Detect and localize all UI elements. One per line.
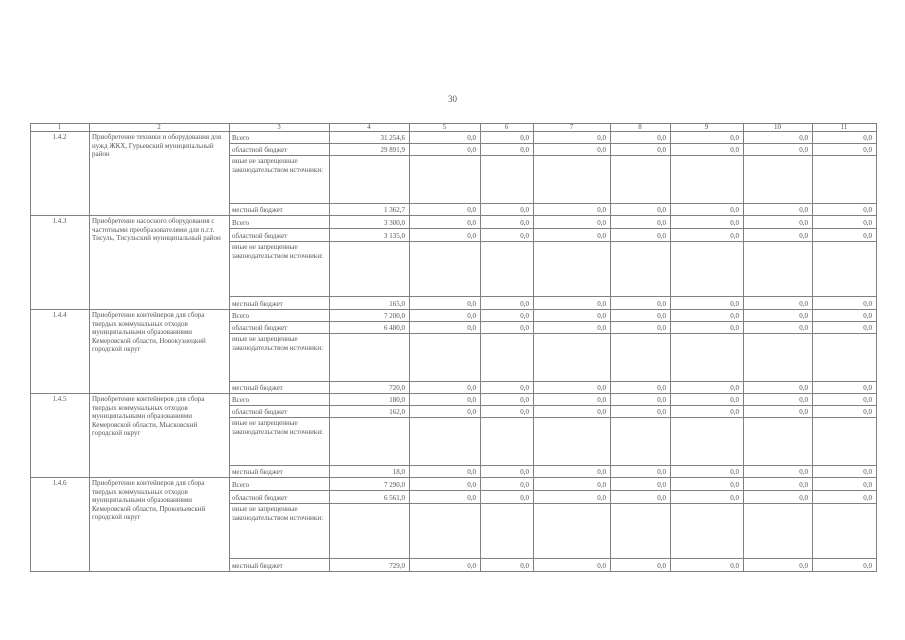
value-cell: 1 362,7 bbox=[384, 206, 405, 214]
value-cell: 0,0 bbox=[863, 562, 872, 570]
sub-row-rule bbox=[229, 203, 877, 204]
value-cell: 0,0 bbox=[467, 324, 476, 332]
value-cell: 0,0 bbox=[467, 481, 476, 489]
column-header: 1 bbox=[57, 123, 62, 131]
value-cell: 0,0 bbox=[799, 408, 808, 416]
value-cell: 0,0 bbox=[730, 312, 739, 320]
value-cell: 0,0 bbox=[863, 481, 872, 489]
value-cell: 0,0 bbox=[597, 300, 606, 308]
column-header: 9 bbox=[704, 123, 709, 131]
row-description: Приобретение техники и оборудования для нужд ЖКХ, Гурьевский муниципальный район bbox=[92, 133, 222, 159]
column-header: 5 bbox=[442, 123, 447, 131]
column-rule bbox=[30, 123, 31, 571]
sub-row-rule bbox=[229, 321, 877, 322]
value-cell: 0,0 bbox=[799, 384, 808, 392]
row-code: 1.4.2 bbox=[52, 133, 67, 141]
value-cell: 162,0 bbox=[389, 408, 405, 416]
value-cell: 0,0 bbox=[730, 481, 739, 489]
funding-source-label: иные не запрещенные законодательством источники: bbox=[232, 335, 324, 352]
value-cell: 0,0 bbox=[657, 312, 666, 320]
value-cell: 7 200,0 bbox=[384, 312, 405, 320]
value-cell: 0,0 bbox=[730, 219, 739, 227]
value-cell: 0,0 bbox=[467, 384, 476, 392]
value-cell: 0,0 bbox=[597, 206, 606, 214]
value-cell: 0,0 bbox=[467, 206, 476, 214]
value-cell: 29 891,9 bbox=[380, 146, 405, 154]
value-cell: 0,0 bbox=[657, 384, 666, 392]
value-cell: 0,0 bbox=[597, 324, 606, 332]
value-cell: 0,0 bbox=[799, 494, 808, 502]
value-cell: 0,0 bbox=[520, 396, 529, 404]
value-cell: 0,0 bbox=[467, 396, 476, 404]
value-cell: 0,0 bbox=[657, 219, 666, 227]
value-cell: 31 254,6 bbox=[380, 134, 405, 142]
value-cell: 0,0 bbox=[467, 146, 476, 154]
funding-source-label: иные не запрещенные законодательством источники: bbox=[232, 419, 324, 436]
value-cell: 0,0 bbox=[863, 206, 872, 214]
value-cell: 0,0 bbox=[863, 134, 872, 142]
sub-row-rule bbox=[229, 155, 877, 156]
value-cell: 0,0 bbox=[520, 232, 529, 240]
funding-source-label: Всего bbox=[232, 134, 250, 142]
value-cell: 0,0 bbox=[597, 134, 606, 142]
row-description: Приобретение контейнеров для сбора твердых коммунальных отходов муниципальными образованиями Кемеровской области, Прокопьевский городской округ bbox=[92, 479, 206, 522]
value-cell: 18,0 bbox=[392, 468, 405, 476]
value-cell: 0,0 bbox=[730, 562, 739, 570]
funding-source-label: областной бюджет bbox=[232, 232, 288, 240]
funding-source-label: иные не запрещенные законодательством источники: bbox=[232, 157, 324, 174]
sub-row-rule bbox=[229, 381, 877, 382]
value-cell: 0,0 bbox=[730, 206, 739, 214]
value-cell: 0,0 bbox=[863, 408, 872, 416]
group-rule bbox=[30, 215, 877, 216]
value-cell: 0,0 bbox=[799, 146, 808, 154]
row-code: 1.4.5 bbox=[52, 395, 67, 403]
group-rule bbox=[30, 393, 877, 394]
value-cell: 0,0 bbox=[520, 494, 529, 502]
value-cell: 0,0 bbox=[467, 468, 476, 476]
sub-row-rule bbox=[229, 405, 877, 406]
value-cell: 0,0 bbox=[863, 219, 872, 227]
value-cell: 0,0 bbox=[520, 468, 529, 476]
value-cell: 0,0 bbox=[657, 396, 666, 404]
value-cell: 0,0 bbox=[863, 146, 872, 154]
value-cell: 0,0 bbox=[657, 146, 666, 154]
value-cell: 0,0 bbox=[730, 494, 739, 502]
column-rule bbox=[89, 123, 90, 571]
funding-source-label: областной бюджет bbox=[232, 146, 288, 154]
value-cell: 0,0 bbox=[730, 396, 739, 404]
column-header: 7 bbox=[569, 123, 574, 131]
value-cell: 0,0 bbox=[597, 481, 606, 489]
column-header: 10 bbox=[774, 123, 781, 131]
value-cell: 0,0 bbox=[520, 206, 529, 214]
funding-source-label: Всего bbox=[232, 219, 250, 227]
funding-source-label: областной бюджет bbox=[232, 324, 288, 332]
value-cell: 0,0 bbox=[657, 324, 666, 332]
value-cell: 0,0 bbox=[597, 384, 606, 392]
column-header: 3 bbox=[277, 123, 281, 131]
value-cell: 0,0 bbox=[730, 232, 739, 240]
group-rule bbox=[30, 571, 877, 572]
value-cell: 0,0 bbox=[799, 468, 808, 476]
value-cell: 0,0 bbox=[730, 468, 739, 476]
value-cell: 6 480,0 bbox=[384, 324, 405, 332]
value-cell: 0,0 bbox=[863, 324, 872, 332]
value-cell: 180,0 bbox=[389, 396, 405, 404]
value-cell: 7 290,0 bbox=[384, 481, 405, 489]
value-cell: 0,0 bbox=[597, 146, 606, 154]
value-cell: 0,0 bbox=[467, 494, 476, 502]
value-cell: 0,0 bbox=[799, 562, 808, 570]
value-cell: 729,0 bbox=[389, 562, 405, 570]
row-description: Приобретение контейнеров для сбора твердых коммунальных отходов муниципальными образованиями Кемеровской области, Мысковский городской округ bbox=[92, 395, 205, 438]
value-cell: 0,0 bbox=[863, 232, 872, 240]
value-cell: 0,0 bbox=[467, 300, 476, 308]
value-cell: 0,0 bbox=[730, 324, 739, 332]
value-cell: 3 135,0 bbox=[384, 232, 405, 240]
value-cell: 0,0 bbox=[799, 134, 808, 142]
value-cell: 0,0 bbox=[597, 219, 606, 227]
row-description: Приобретение насосного оборудования с частотными преобразователями для п.г.т. Тисуль, Тисульский муниципальный район bbox=[92, 217, 221, 243]
funding-source-label: Всего bbox=[232, 481, 250, 489]
value-cell: 0,0 bbox=[467, 134, 476, 142]
value-cell: 0,0 bbox=[799, 300, 808, 308]
value-cell: 0,0 bbox=[467, 219, 476, 227]
row-description: Приобретение контейнеров для сбора твердых коммунальных отходов муниципальными образованиями Кемеровской области, Новокузнецкий городской округ bbox=[92, 311, 206, 354]
value-cell: 165,0 bbox=[389, 300, 405, 308]
funding-source-label: Всего bbox=[232, 396, 250, 404]
row-code: 1.4.6 bbox=[52, 479, 67, 487]
value-cell: 0,0 bbox=[520, 134, 529, 142]
sub-row-rule bbox=[229, 333, 877, 334]
value-cell: 0,0 bbox=[597, 468, 606, 476]
funding-source-label: иные не запрещенные законодательством источники: bbox=[232, 505, 324, 522]
value-cell: 0,0 bbox=[863, 300, 872, 308]
value-cell: 0,0 bbox=[730, 300, 739, 308]
value-cell: 0,0 bbox=[597, 312, 606, 320]
value-cell: 0,0 bbox=[520, 408, 529, 416]
column-header: 4 bbox=[367, 123, 371, 131]
value-cell: 0,0 bbox=[799, 324, 808, 332]
sub-row-rule bbox=[229, 228, 877, 229]
value-cell: 0,0 bbox=[657, 468, 666, 476]
value-cell: 0,0 bbox=[597, 232, 606, 240]
column-header: 6 bbox=[504, 123, 509, 131]
value-cell: 0,0 bbox=[863, 312, 872, 320]
value-cell: 0,0 bbox=[657, 134, 666, 142]
column-header: 11 bbox=[840, 123, 848, 131]
value-cell: 0,0 bbox=[520, 481, 529, 489]
value-cell: 0,0 bbox=[863, 494, 872, 502]
value-cell: 0,0 bbox=[467, 408, 476, 416]
value-cell: 0,0 bbox=[657, 232, 666, 240]
value-cell: 0,0 bbox=[520, 219, 529, 227]
value-cell: 0,0 bbox=[657, 481, 666, 489]
column-header: 8 bbox=[638, 123, 642, 131]
column-header: 2 bbox=[157, 123, 161, 131]
group-rule bbox=[30, 477, 877, 478]
program-table bbox=[30, 123, 876, 570]
value-cell: 0,0 bbox=[520, 146, 529, 154]
sub-row-rule bbox=[229, 465, 877, 466]
value-cell: 0,0 bbox=[730, 384, 739, 392]
sub-row-rule bbox=[229, 143, 877, 144]
value-cell: 0,0 bbox=[467, 562, 476, 570]
page-number: 30 bbox=[448, 94, 457, 104]
value-cell: 0,0 bbox=[799, 481, 808, 489]
value-cell: 0,0 bbox=[799, 206, 808, 214]
value-cell: 6 561,0 bbox=[384, 494, 405, 502]
funding-source-label: местный бюджет bbox=[232, 206, 283, 214]
group-rule bbox=[30, 309, 877, 310]
value-cell: 0,0 bbox=[657, 494, 666, 502]
sub-row-rule bbox=[229, 503, 877, 504]
value-cell: 0,0 bbox=[863, 468, 872, 476]
sub-row-rule bbox=[229, 490, 877, 491]
value-cell: 720,0 bbox=[389, 384, 405, 392]
row-code: 1.4.4 bbox=[52, 311, 67, 319]
value-cell: 3 300,0 bbox=[384, 219, 405, 227]
value-cell: 0,0 bbox=[657, 408, 666, 416]
sub-row-rule bbox=[229, 417, 877, 418]
value-cell: 0,0 bbox=[520, 562, 529, 570]
value-cell: 0,0 bbox=[467, 232, 476, 240]
value-cell: 0,0 bbox=[520, 324, 529, 332]
sub-row-rule bbox=[229, 241, 877, 242]
value-cell: 0,0 bbox=[799, 396, 808, 404]
funding-source-label: местный бюджет bbox=[232, 562, 283, 570]
funding-source-label: иные не запрещенные законодательством источники: bbox=[232, 243, 324, 260]
value-cell: 0,0 bbox=[520, 384, 529, 392]
value-cell: 0,0 bbox=[730, 408, 739, 416]
funding-source-label: Всего bbox=[232, 312, 250, 320]
funding-source-label: местный бюджет bbox=[232, 300, 283, 308]
value-cell: 0,0 bbox=[657, 206, 666, 214]
value-cell: 0,0 bbox=[863, 384, 872, 392]
value-cell: 0,0 bbox=[799, 312, 808, 320]
value-cell: 0,0 bbox=[863, 396, 872, 404]
value-cell: 0,0 bbox=[597, 562, 606, 570]
funding-source-label: областной бюджет bbox=[232, 408, 288, 416]
value-cell: 0,0 bbox=[799, 232, 808, 240]
value-cell: 0,0 bbox=[520, 300, 529, 308]
sub-row-rule bbox=[229, 296, 877, 297]
value-cell: 0,0 bbox=[730, 134, 739, 142]
value-cell: 0,0 bbox=[597, 396, 606, 404]
funding-source-label: местный бюджет bbox=[232, 384, 283, 392]
funding-source-label: местный бюджет bbox=[232, 468, 283, 476]
value-cell: 0,0 bbox=[657, 562, 666, 570]
header-bottom-rule bbox=[30, 131, 877, 132]
value-cell: 0,0 bbox=[467, 312, 476, 320]
funding-source-label: областной бюджет bbox=[232, 494, 288, 502]
value-cell: 0,0 bbox=[730, 146, 739, 154]
row-code: 1.4.3 bbox=[52, 217, 67, 225]
sub-row-rule bbox=[229, 558, 877, 559]
value-cell: 0,0 bbox=[597, 408, 606, 416]
value-cell: 0,0 bbox=[520, 312, 529, 320]
value-cell: 0,0 bbox=[799, 219, 808, 227]
value-cell: 0,0 bbox=[597, 494, 606, 502]
value-cell: 0,0 bbox=[657, 300, 666, 308]
